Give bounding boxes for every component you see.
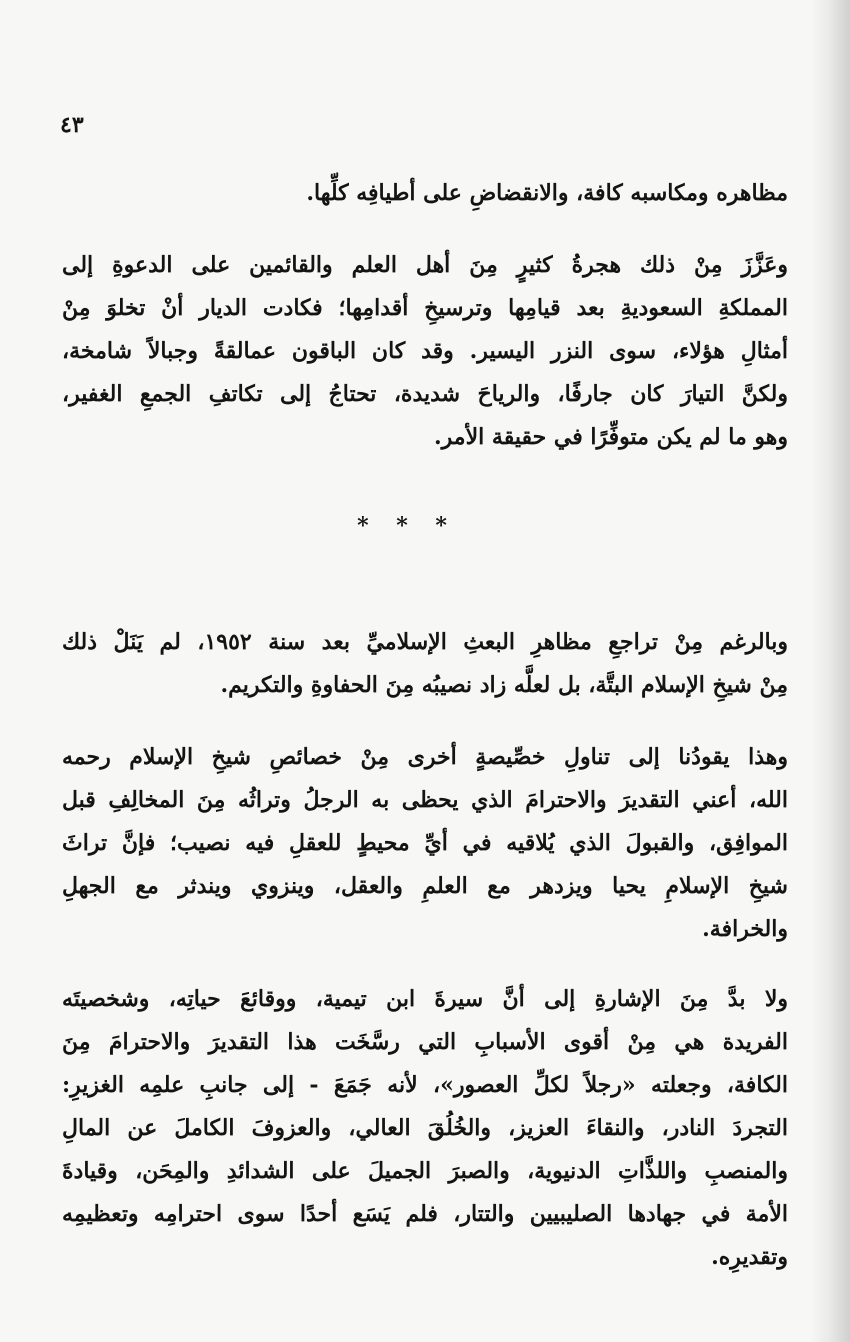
paragraph-1 [62,172,788,215]
paragraph-3 [62,621,788,707]
text-line: وبالرغم مِنْ تراجعِ مظاهرِ البعثِ الإسلاميِّ بعد سنة ١٩٥٢، لم يَنَلْ ذلك [62,629,788,655]
paragraph-4 [62,736,788,951]
text-line: والمنصبِ واللذَّاتِ الدنيوية، والصبرَ الجميلَ على الشدائدِ والمِحَن، وقيادةَ [62,1158,788,1184]
paragraph-5 [62,978,788,1279]
text-line: شيخِ الإسلامِ يحيا ويزدهر مع العلمِ والعقل، وينزوي ويندثر مع الجهلِ [62,873,788,899]
text-line: التجردَ النادر، والنقاءَ العزيز، والخُلُقَ العالي، والعزوفَ الكاملَ عن المالِ [62,1115,788,1141]
text-line: مظاهره ومكاسبه كافة، والانقضاضِ على أطيافِه كلِّها. [306,180,788,206]
text-line: ولا بدَّ مِنَ الإشارةِ إلى أنَّ سيرةَ ابن تيمية، ووقائعَ حياتِه، وشخصيتَه [62,986,788,1012]
text-line: أمثالِ هؤلاء، سوى النزر اليسير. وقد كان الباقون عمالقةً وجبالاً شامخة، [62,338,788,364]
page-number: ٤٣ [60,112,84,138]
text-line: وعَزَّزَ مِنْ ذلك هجرةُ كثيرٍ مِنَ أهل العلم والقائمين على الدعوةِ إلى [62,252,788,278]
text-line: الله، أعني التقديرَ والاحترامَ الذي يحظى به الرجلُ وتراثُه مِنَ المخالِفِ قبل [62,787,788,813]
text-line: والخرافة. [702,916,788,942]
text-line: ولكنَّ التيارَ كان جارفًا، والرياحَ شديدة، تحتاجُ إلى تكاتفِ الجمعِ الغفير، [62,381,788,407]
paragraph-2 [62,244,788,459]
text-line: مِنْ شيخِ الإسلام البتَّة، بل لعلَّه زاد نصيبُه مِنَ الحفاوةِ والتكريم. [220,672,788,698]
spine-shadow [810,0,850,1342]
section-separator: * * * [357,513,457,539]
text-line: الأمة في جهادها الصليبيين والتتار، فلم يَسَع أحدًا سوى احترامِه وتعظيمِه [62,1201,788,1227]
text-line: وهذا يقودُنا إلى تناولِ خصِّيصةٍ أخرى مِنْ خصائصِ شيخِ الإسلام رحمه [62,744,788,770]
text-line: الموافِق، والقبولَ الذي يُلاقيه في أيِّ محيطٍ للعقلِ فيه نصيب؛ فإنَّ تراثَ [62,830,788,856]
text-line: وهو ما لم يكن متوفِّرًا في حقيقة الأمر. [434,424,788,450]
text-line: الكافة، وجعلته «رجلاً لكلِّ العصور»، لأنه جَمَعَ - إلى جانبِ علمِه الغزيرِ: [62,1072,788,1098]
text-line: المملكةِ السعوديةِ بعد قيامِها وترسيخِ أقدامِها؛ فكادت الديار أنْ تخلوَ مِنْ [62,295,788,321]
text-line: الفريدة هي مِنْ أقوى الأسبابِ التي رسَّخَت هذا التقديرَ والاحترامَ مِنَ [62,1029,788,1055]
text-line: وتقديرِه. [711,1244,788,1270]
